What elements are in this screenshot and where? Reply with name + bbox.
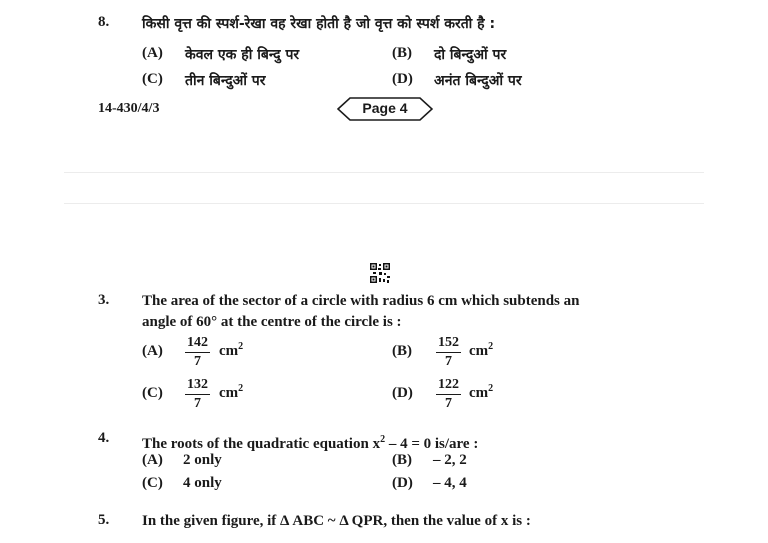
option-unit: $cm^2$ [219, 383, 244, 401]
option-label: (C) [142, 385, 163, 401]
option-label: (A) [142, 452, 163, 468]
option-text: – 4, 4 [433, 475, 467, 491]
question-text-line: The area of the sector of a circle with radius 6 cm which subtends an [142, 293, 580, 309]
page-divider [64, 203, 704, 204]
option-label: (B) [392, 45, 412, 61]
question-number: 3. [98, 292, 110, 308]
option-fraction [436, 376, 461, 412]
paper-code: 14-430/4/3 [98, 101, 160, 116]
option-label: (D) [392, 71, 413, 87]
option-unit: $cm^2$ [469, 383, 494, 401]
fraction-denominator: 7 [194, 354, 201, 369]
option-label: (D) [392, 475, 413, 491]
option-text: 4 only [183, 475, 222, 491]
page-divider [64, 172, 704, 173]
option-unit: $cm^2$ [219, 341, 244, 359]
question-number: 8. [98, 14, 110, 30]
option-label: (C) [142, 71, 163, 87]
fraction-numerator: 122 [436, 376, 461, 395]
question-text: In the given figure, if Δ ABC ~ Δ QPR, then the value of x is : [142, 513, 531, 529]
question-number: 5. [98, 512, 110, 528]
page-label: Page 4 [362, 100, 408, 116]
question-text-line: angle of 60° at the centre of the circle is : [142, 314, 402, 330]
option-text: केवल एक ही बिन्दु पर [185, 47, 300, 63]
option-fraction [185, 376, 210, 412]
option-unit: $cm^2$ [469, 341, 494, 359]
fraction-numerator: 142 [185, 334, 210, 353]
option-label: (A) [142, 343, 163, 359]
option-label: (B) [392, 343, 412, 359]
fraction-denominator: 7 [194, 396, 201, 411]
fraction-numerator: 132 [185, 376, 210, 395]
question-text: किसी वृत्त की स्पर्श-रेखा वह रेखा होती है जो वृत्त को स्पर्श करती है : [142, 16, 496, 32]
option-text: अनंत बिन्दुओं पर [434, 73, 522, 89]
option-label: (A) [142, 45, 163, 61]
option-fraction [185, 334, 210, 370]
option-text: – 2, 2 [433, 452, 467, 468]
question-text: The roots of the quadratic equation $x^2 - 4 = 0$ is/are : [142, 434, 479, 452]
fraction-denominator: 7 [445, 396, 452, 411]
option-text: दो बिन्दुओं पर [434, 47, 507, 63]
question-number: 4. [98, 430, 110, 446]
fraction-denominator: 7 [445, 354, 452, 369]
qr-code-icon [369, 262, 391, 284]
option-fraction [436, 334, 461, 370]
option-label: (C) [142, 475, 163, 491]
option-label: (D) [392, 385, 413, 401]
fraction-numerator: 152 [436, 334, 461, 353]
option-label: (B) [392, 452, 412, 468]
page-number-badge [337, 97, 433, 121]
option-text: तीन बिन्दुओं पर [185, 73, 266, 89]
option-text: 2 only [183, 452, 222, 468]
